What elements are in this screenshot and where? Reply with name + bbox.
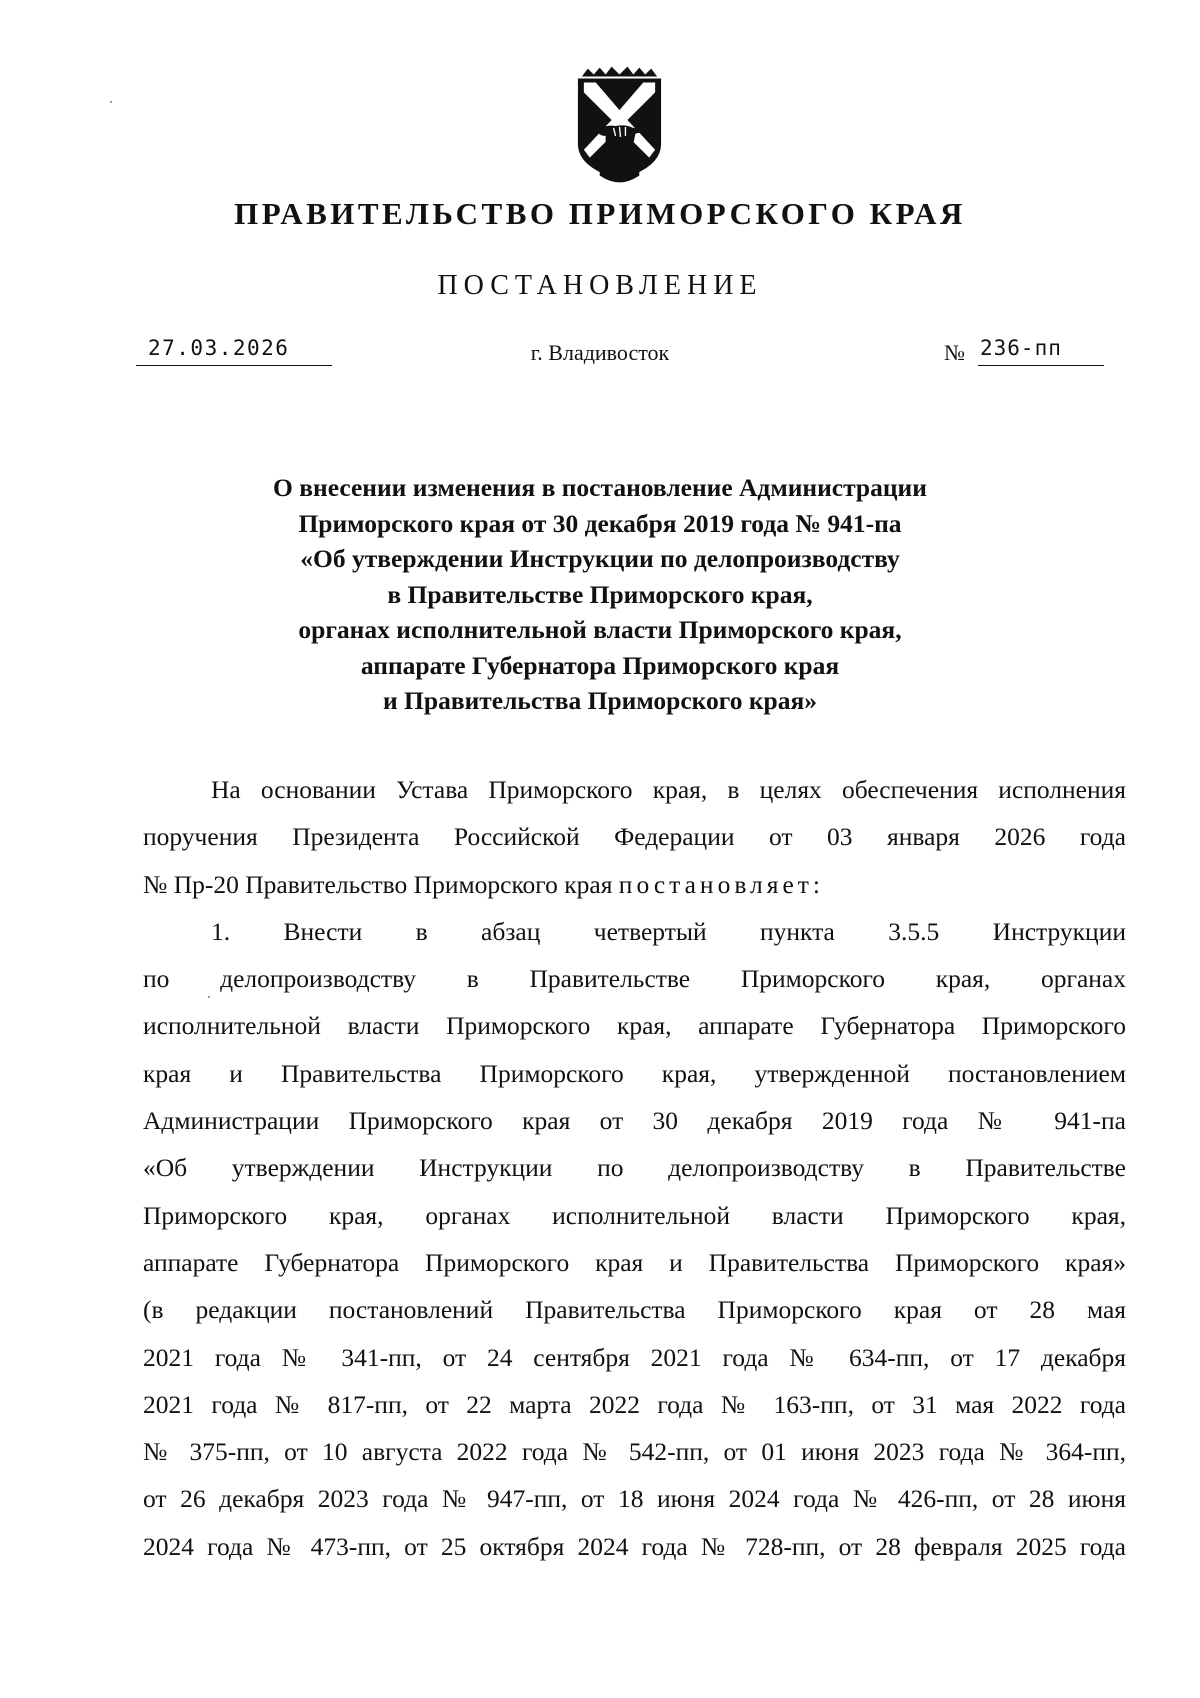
document-city: г. Владивосток [530,340,670,365]
coat-of-arms-icon [570,66,669,186]
document-date: 27.03.2026 [136,336,332,366]
body-line: края и Правительства Приморского края, утвержденной постановлением [143,1058,1126,1088]
body-line: от 26 декабря 2023 года № 947-пп, от 18 июня 2024 года № 426-пп, от 28 июня [143,1484,1126,1514]
scan-speck [110,101,112,103]
heading-line: и Правительства Приморского края» [382,686,817,715]
body-line: На основании Устава Приморского края, в целях обеспечения исполнения [211,775,1126,804]
body-line: (в редакции постановлений Правительства Приморского края от 28 мая [143,1295,1126,1325]
body-line: аппарате Губернатора Приморского края и Правительства Приморского края» [143,1247,1126,1277]
body-line: исполнительной власти Приморского края, аппарате Губернатора Приморского [143,1011,1126,1041]
document-body [143,766,1126,1570]
body-line: Администрации Приморского края от 30 декабря 2019 года № 941-па [143,1106,1126,1136]
document-type: ПОСТАНОВЛЕНИЕ [437,270,763,301]
heading-line: в Правительстве Приморского края, [387,579,813,609]
body-line: 2024 года № 473-пп, от 25 октября 2024 года № 728-пп, от 28 февраля 2025 года [143,1531,1126,1561]
heading-line: органах исполнительной власти Приморского края, [298,615,902,644]
heading-line: Приморского края от 30 декабря 2019 года № 941-па [298,508,902,538]
document-number: 236-пп [978,336,1104,366]
number-sign: № [944,340,965,365]
document-heading [0,470,1200,719]
heading-line: аппарате Губернатора Приморского края [360,650,840,680]
government-title: ПРАВИТЕЛЬСТВО ПРИМОРСКОГО КРАЯ [234,196,966,231]
body-line: поручения Президента Российской Федерации от 03 января 2026 года [143,822,1126,852]
body-line-text: № Пр-20 Правительство Приморского края [143,869,619,899]
body-line: по делопроизводству в Правительстве Приморского края, органах [143,964,1126,994]
body-line [143,861,1126,908]
heading-line: О внесении изменения в постановление Администрации [273,473,927,502]
resolves-keyword: постановляет: [618,869,825,899]
body-line: 2021 года № 341-пп, от 24 сентября 2021 года № 634-пп, от 17 декабря [143,1342,1126,1372]
document-meta-row [0,336,1200,376]
body-line: 1. Внести в абзац четвертый пункта 3.5.5 Инструкции [211,916,1126,946]
body-line: № 375-пп, от 10 августа 2022 года № 542-пп, от 01 июня 2023 года № 364-пп, [143,1437,1126,1467]
heading-line: «Об утверждении Инструкции по делопроизводству [300,544,900,573]
body-line: Приморского края, органах исполнительной власти Приморского края, [143,1200,1126,1230]
body-line: 2021 года № 817-пп, от 22 марта 2022 года № 163-пп, от 31 мая 2022 года [143,1389,1126,1419]
body-line: «Об утверждении Инструкции по делопроизводству в Правительстве [143,1153,1126,1183]
